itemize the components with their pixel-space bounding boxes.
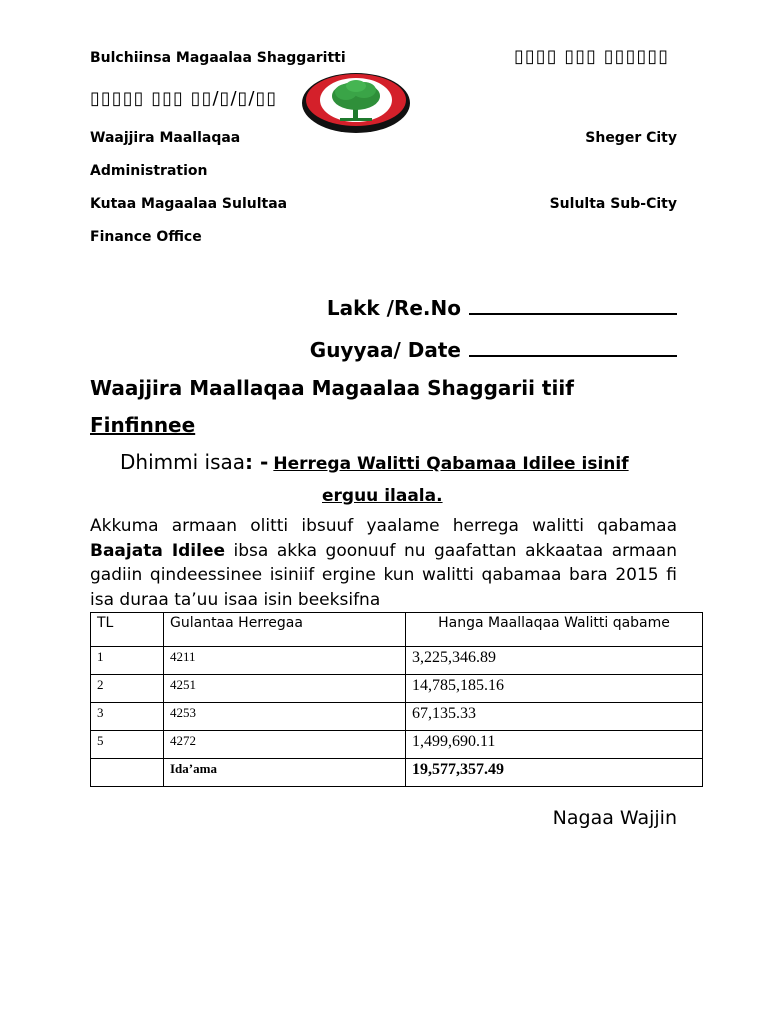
row-amount: 1,499,690.11 [406, 731, 703, 759]
org-name-amharic-right: ▯▯▯▯ ▯▯▯ ▯▯▯▯▯▯ [514, 46, 670, 67]
org-name-amharic-left: ▯▯▯▯▯ ▯▯▯ ▯▯/▯/▯/▯▯ [90, 88, 278, 109]
reference-number-line [327, 295, 677, 320]
row-code: 4251 [164, 675, 406, 703]
finance-office-oromo: Waajjira Maallaqaa [90, 130, 241, 146]
date-blank [469, 337, 677, 357]
table-total-row [91, 759, 703, 787]
subject-line [120, 450, 629, 474]
org-name-oromo: Bulchiinsa Magaalaa Shaggaritti [90, 50, 346, 66]
row-code: 4272 [164, 731, 406, 759]
table-row [91, 703, 703, 731]
city-logo-emblem [300, 68, 412, 134]
account-summary-table [90, 612, 703, 787]
city-name-english: Sheger City [585, 130, 677, 146]
row-tl: 3 [91, 703, 164, 731]
date-label: Guyyaa/ Date [309, 338, 461, 362]
subject-text-line2: erguu ilaala. [322, 486, 443, 506]
subject-separator: : - [245, 450, 269, 474]
row-tl: 1 [91, 647, 164, 675]
row-amount: 3,225,346.89 [406, 647, 703, 675]
closing-salutation: Nagaa Wajjin [552, 807, 677, 829]
table-row [91, 731, 703, 759]
row-code: 4253 [164, 703, 406, 731]
row-amount: 14,785,185.16 [406, 675, 703, 703]
row-tl: 2 [91, 675, 164, 703]
subject-label: Dhimmi isaa [120, 450, 245, 474]
total-label: Ida’ama [164, 759, 406, 787]
row-code: 4211 [164, 647, 406, 675]
finance-office-english: Finance Office [90, 229, 202, 245]
body-text-part2: ibsa akka goonuuf nu gaafattan akkaataa armaan gadiin qindeessinee isiniif ergine kun walitti qabamaa bara 2015 fi isa duraa ta’uu isaa isin beeksifna [90, 540, 677, 610]
date-line [310, 337, 677, 362]
table-header-amount: Hanga Maallaqaa Walitti qabame [406, 613, 703, 647]
administration-label: Administration [90, 163, 208, 179]
row-amount: 67,135.33 [406, 703, 703, 731]
table-header-row [91, 613, 703, 647]
body-text-part1: Akkuma armaan olitti ibsuuf yaalame herrega walitti qabamaa [90, 516, 677, 536]
reference-number-blank [469, 295, 677, 315]
total-tl-empty [91, 759, 164, 787]
subcity-oromo: Kutaa Magaalaa Sulultaa [90, 196, 288, 212]
table-row [91, 675, 703, 703]
total-amount: 19,577,357.49 [406, 759, 703, 787]
addressee-line1: Waajjira Maallaqaa Magaalaa Shaggarii tiif [90, 376, 574, 400]
reference-number-label: Lakk /Re.No [326, 296, 461, 320]
body-paragraph [90, 514, 677, 612]
table-header-tl: TL [91, 613, 164, 647]
table-row [91, 647, 703, 675]
subcity-english: Sululta Sub-City [549, 196, 677, 212]
addressee-line2: Finfinnee [90, 413, 196, 437]
body-text-bold: Baajata Idilee [90, 540, 226, 561]
row-tl: 5 [91, 731, 164, 759]
subject-text-line1: Herrega Walitti Qabamaa Idilee isinif [273, 454, 629, 474]
table-header-account-code: Gulantaa Herregaa [164, 613, 406, 647]
